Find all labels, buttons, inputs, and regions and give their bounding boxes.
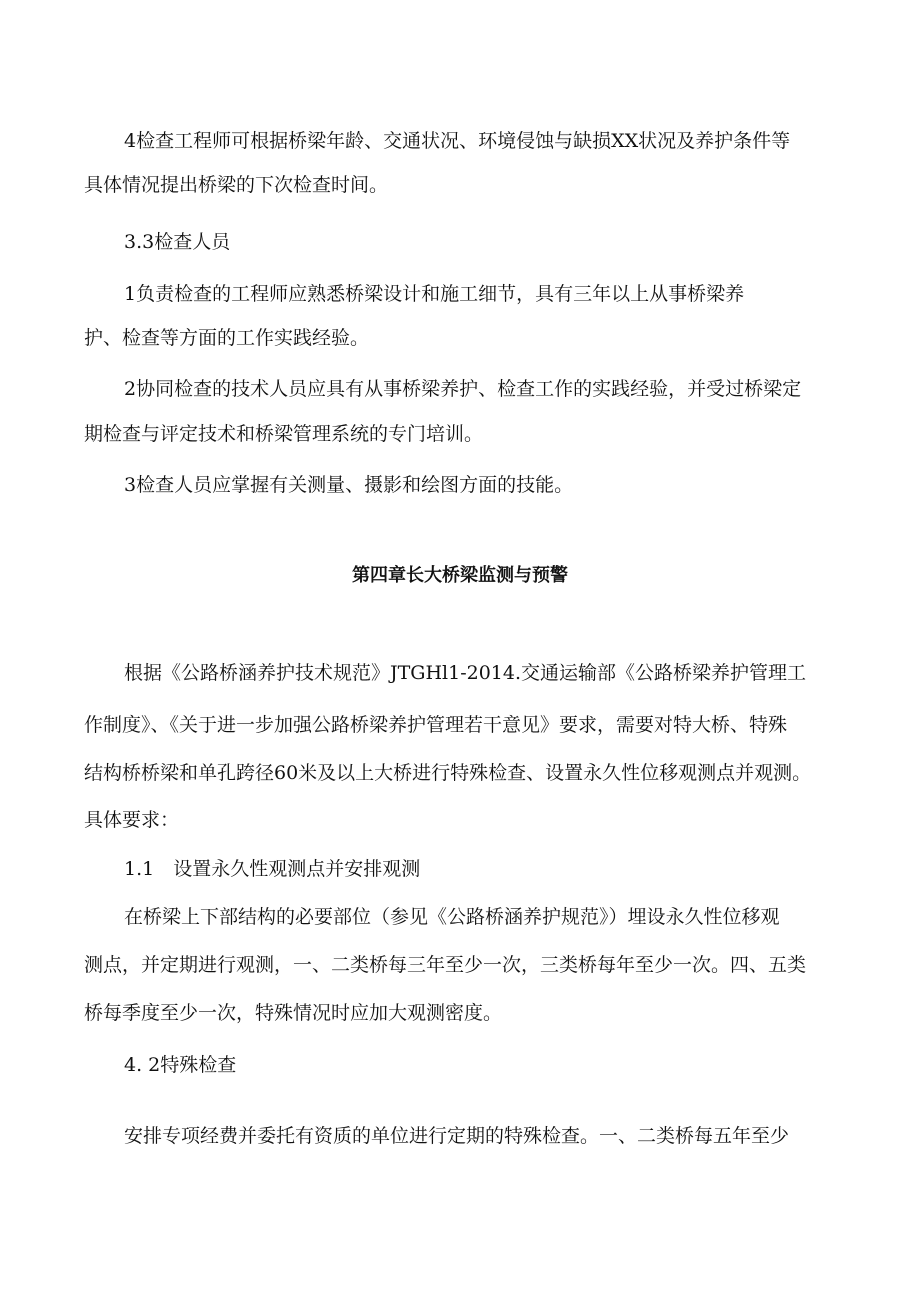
paragraph-line: 期检查与评定技术和桥梁管理系统的专门培训。 — [84, 423, 484, 445]
paragraph-line: 根据《公路桥涵养护技术规范》JTGHl1-2014.交通运输部《公路桥梁养护管理工 — [124, 662, 807, 684]
paragraph-line: 结构桥桥梁和单孔跨径60米及以上大桥进行特殊检查、设置永久性位移观测点并观测。 — [84, 762, 812, 784]
paragraph-line: 在桥梁上下部结构的必要部位（参见《公路桥涵养护规范》）埋设永久性位移观 — [124, 906, 780, 928]
chapter-title: 第四章长大桥梁监测与预警 — [352, 565, 568, 586]
section-heading: 4. 2特殊检查 — [124, 1054, 237, 1076]
paragraph-line: 安排专项经费并委托有资质的单位进行定期的特殊检查。一、二类桥每五年至少 — [124, 1125, 790, 1147]
paragraph-line: 护、检查等方面的工作实践经验。 — [84, 327, 370, 349]
section-heading: 1.1 设置永久性观测点并安排观测 — [124, 858, 421, 880]
paragraph-line: 4检查工程师可根据桥梁年龄、交通状况、环境侵蚀与缺损XX状况及养护条件等 — [124, 130, 791, 152]
paragraph-line: 1负责检查的工程师应熟悉桥梁设计和施工细节，具有三年以上从事桥梁养 — [124, 283, 745, 305]
paragraph-line: 桥每季度至少一次，特殊情况时应加大观测密度。 — [84, 1002, 503, 1024]
paragraph-line: 2协同检查的技术人员应具有从事桥梁养护、检查工作的实践经验，并受过桥梁定 — [124, 378, 802, 400]
paragraph-line: 具体情况提出桥梁的下次检查时间。 — [84, 174, 389, 196]
paragraph-line: 作制度》、《关于进一步加强公路桥梁养护管理若干意见》要求，需要对特大桥、特殊 — [84, 714, 788, 736]
section-heading: 3.3检查人员 — [124, 231, 231, 253]
paragraph-line: 具体要求： — [84, 809, 180, 831]
paragraph-line: 3检查人员应掌握有关测量、摄影和绘图方面的技能。 — [124, 474, 574, 496]
paragraph-line: 测点，并定期进行观测，一、二类桥每三年至少一次，三类桥每年至少一次。四、五类 — [84, 954, 807, 976]
